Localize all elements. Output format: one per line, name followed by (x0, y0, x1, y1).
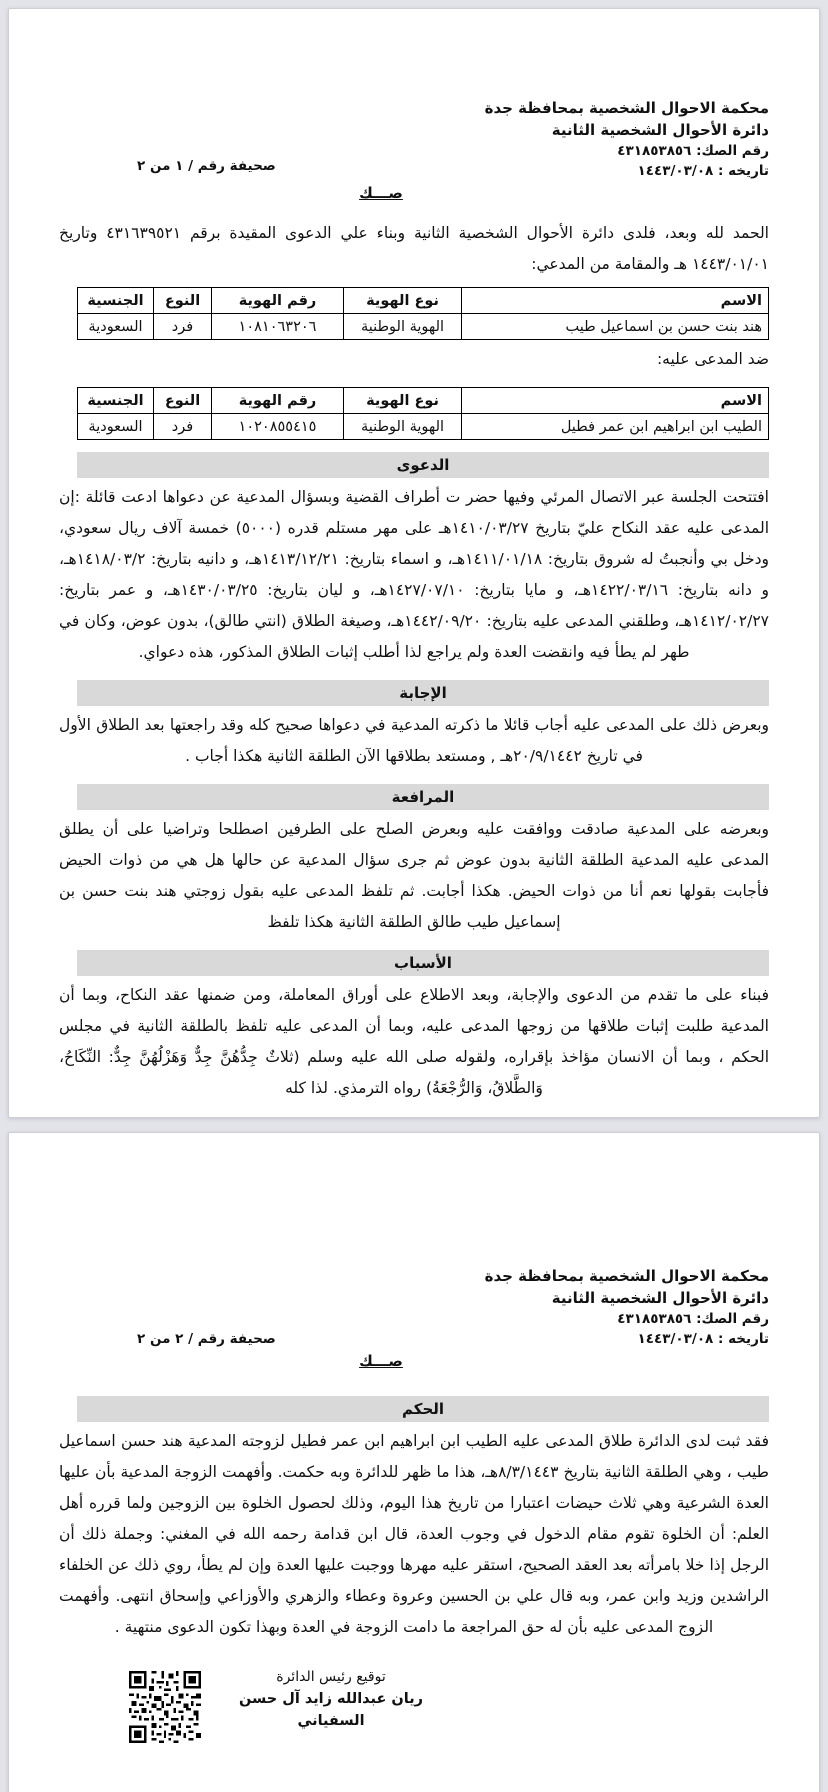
signature-block (59, 1667, 769, 1787)
defendant-table (77, 387, 769, 440)
judge-name: ريان عبدالله زايد آل حسن (238, 1691, 424, 1707)
deed-title: صـــك (359, 1352, 403, 1370)
plaintiff-id-number: ١٠٨١٠٦٣٢٠٦ (212, 314, 344, 340)
defendant-type: فرد (154, 414, 212, 440)
pleading-paragraph: وبعرضه على المدعية صادقت ووافقت عليه وبعرض الصلح على الطرفين اصطلحا وتراضيا على أن يطلق المدعى عليه المدعية الطلقة الثانية بدون عوض ثم جرى سؤال المدعية عن حالها هل هي من ذوات الحيض فأجابت بقولها نعم أنا من ذوات الحيض. هكذا أجابت. ثم تلفظ المدعى عليه بقول زوجتي هند بنت حسن بن إسماعيل طيب طالق الطلقة الثانية هكذا تلفظ (59, 820, 769, 931)
signature-title: توقيع رئيس الدائرة (276, 1669, 386, 1685)
deed-date-label: تاريخه : (718, 163, 769, 179)
header-type: النوع (154, 288, 212, 314)
deed-page-2 (8, 1132, 820, 1792)
court-header (59, 1133, 769, 1349)
deed-title: صـــك (359, 184, 403, 202)
deed-date-value: ١٤٤٣/٠٣/٠٨ (637, 1331, 714, 1347)
deed-number-value: ٤٣١٨٥٣٨٥٦ (617, 1311, 692, 1327)
header-id-type: نوع الهوية (344, 288, 462, 314)
plaintiff-name: هند بنت حسن بن اسماعيل طيب (462, 314, 769, 340)
plaintiff-type: فرد (154, 314, 212, 340)
against-defendant-label: ضد المدعى عليه: (656, 350, 769, 368)
table-row (78, 414, 769, 440)
table-header-row (78, 388, 769, 414)
sheet-number: صحيفة رقم / ٢ من ٢ (137, 1331, 276, 1347)
defendant-nationality: السعودية (78, 414, 154, 440)
deed-date-value: ١٤٤٣/٠٣/٠٨ (637, 163, 714, 179)
deed-number-label: رقم الصك: (696, 143, 769, 159)
header-name: الاسم (462, 288, 769, 314)
section-pleading-header: المرافعة (77, 784, 769, 810)
defendant-id-type: الهوية الوطنية (344, 414, 462, 440)
judge-surname: السفياني (297, 1713, 365, 1729)
plaintiff-nationality: السعودية (78, 314, 154, 340)
deed-page-1 (8, 8, 820, 1118)
reasons-paragraph: فبناء على ما تقدم من الدعوى والإجابة، وبعد الاطلاع على أوراق المعاملة، ومن ضمنها عقد النكاح، وبما أن المدعية طلبت إثبات طلاقها من زوجها المدعى عليه، وبما أن المدعى عليه تلفظ بالطلقة الثانية في مجلس الحكم ، وبما أن الانسان مؤاخذ بإقراره، ولقوله صلى الله عليه وسلم (ثلاثٌ جِدُّهُنَّ جِدٌّ وَهَزْلُهُنَّ جِدٌّ: النِّكَاحُ، وَالطَّلاقُ، وَالرُّجْعَةُ) رواه الترمذي. لذا كله (59, 986, 769, 1097)
ruling-paragraph: فقد ثبت لدى الدائرة طلاق المدعى عليه الطيب ابن ابراهيم ابن عمر فطيل لزوجته المدعية هند حسن اسماعيل طيب ، وهي الطلقة الثانية بتاريخ ٨/٣/١٤٤٣هـ، هذا ما ظهر للدائرة وبه حكمت. وأفهمت الزوجة المدعية بأن عليها العدة الشرعية وهي ثلاث حيضات اعتبارا من تاريخ هذا اليوم، وذلك لحصول الخلوة بين الزوجين ولما قرره أهل العلم: أن الخلوة تقوم مقام الدخول في وجوب العدة، قال ابن قدامة رحمه الله في المغني: وجملة ذلك أن الرجل إذا خلا بامرأته بعد العقد الصحيح، استقر عليه مهرها ووجبت عليها العدة وإن لم يطأ، روي ذلك عن الخلفاء الراشدين وزيد وابن عمر، وبه قال علي بن الحسين وعروة وعطاء والزهري والأوزاعي وإسحاق انتهى. وأفهمت الزوج المدعى عليه بأن له حق المراجعة ما دامت الزوجة في العدة وبهذا تكون الدعوى منتهية . (59, 1432, 770, 1636)
qr-code-icon (129, 1671, 201, 1743)
court-name: محكمة الاحوال الشخصية بمحافظة جدة (484, 1267, 769, 1285)
intro-paragraph: الحمد لله وبعد، فلدى دائرة الأحوال الشخصية الثانية وبناء علي الدعوى المقيدة برقم ٤٣١٦٣٩٥٢١ وتاريخ ١٤٤٣/٠١/٠١ هـ والمقامة من المدعي: (59, 224, 769, 273)
claim-paragraph: افتتحت الجلسة عبر الاتصال المرئي وفيها حضر ت أطراف القضية وبسؤال المدعية عن دعواها ادعت قائلة :إن المدعى عليه عقد النكاح عليّ بتاريخ ١٤١٠/٠٣/٢٧هـ على مهر مستلم قدره (٥٠٠٠) خمسة آلاف ريال سعودي، ودخل بي وأنجبتُ له شروق بتاريخ: ١٤١١/٠١/١٨هـ، و اسماء بتاريخ: ١٤١٣/١٢/٢١هـ، و دانيه بتاريخ: ١٤١٨/٠٣/٢هـ، و دانه بتاريخ: ١٤٢٢/٠٣/١٦هـ، و مايا بتاريخ: ١٤٢٧/٠٧/١٠هـ، و ليان بتاريخ: ١٤٣٠/٠٣/٢٥هـ، و عمر بتاريخ: ١٤١٢/٠٢/٢٧هـ، وطلقني المدعى عليه بتاريخ: ١٤٤٢/٠٩/٢٠هـ، وصيغة الطلاق (انتي طالق)، بدون عوض، وكان في طهر لم يطأ فيه وانقضت العدة ولم يراجع لذا أطلب إثبات الطلاق المذكور، هذه دعواي. (59, 488, 769, 661)
plaintiff-id-type: الهوية الوطنية (344, 314, 462, 340)
plaintiff-table (77, 287, 769, 340)
section-ruling-header: الحكم (77, 1396, 769, 1422)
answer-paragraph: وبعرض ذلك على المدعى عليه أجاب قائلا ما ذكرته المدعية في دعواها صحيح كله وقد راجعتها بعد الطلاق الأول في تاريخ ٢٠/٩/١٤٤٢هـ , ومستعد بطلاقها الآن الطلقة الثانية هكذا أجاب . (59, 716, 769, 765)
deed-number-label: رقم الصك: (696, 1311, 769, 1327)
section-reasons-header: الأسباب (77, 950, 769, 976)
court-header (59, 9, 769, 181)
deed-number-value: ٤٣١٨٥٣٨٥٦ (617, 143, 692, 159)
deed-number-line (59, 1309, 769, 1329)
section-answer-header: الإجابة (77, 680, 769, 706)
sheet-number: صحيفة رقم / ١ من ٢ (137, 158, 276, 174)
table-row (78, 314, 769, 340)
header-nationality: الجنسية (78, 288, 154, 314)
defendant-name: الطيب ابن ابراهيم ابن عمر فطيل (462, 414, 769, 440)
section-claim-header: الدعوى (77, 452, 769, 478)
court-name: محكمة الاحوال الشخصية بمحافظة جدة (484, 99, 769, 117)
header-nationality: الجنسية (78, 388, 154, 414)
circuit-name: دائرة الأحوال الشخصية الثانية (551, 121, 769, 139)
header-id-number: رقم الهوية (212, 288, 344, 314)
defendant-id-number: ١٠٢٠٨٥٥٤١٥ (212, 414, 344, 440)
circuit-name: دائرة الأحوال الشخصية الثانية (551, 1289, 769, 1307)
deed-date-label: تاريخه : (718, 1331, 769, 1347)
header-name: الاسم (462, 388, 769, 414)
header-id-number: رقم الهوية (212, 388, 344, 414)
header-type: النوع (154, 388, 212, 414)
table-header-row (78, 288, 769, 314)
header-id-type: نوع الهوية (344, 388, 462, 414)
